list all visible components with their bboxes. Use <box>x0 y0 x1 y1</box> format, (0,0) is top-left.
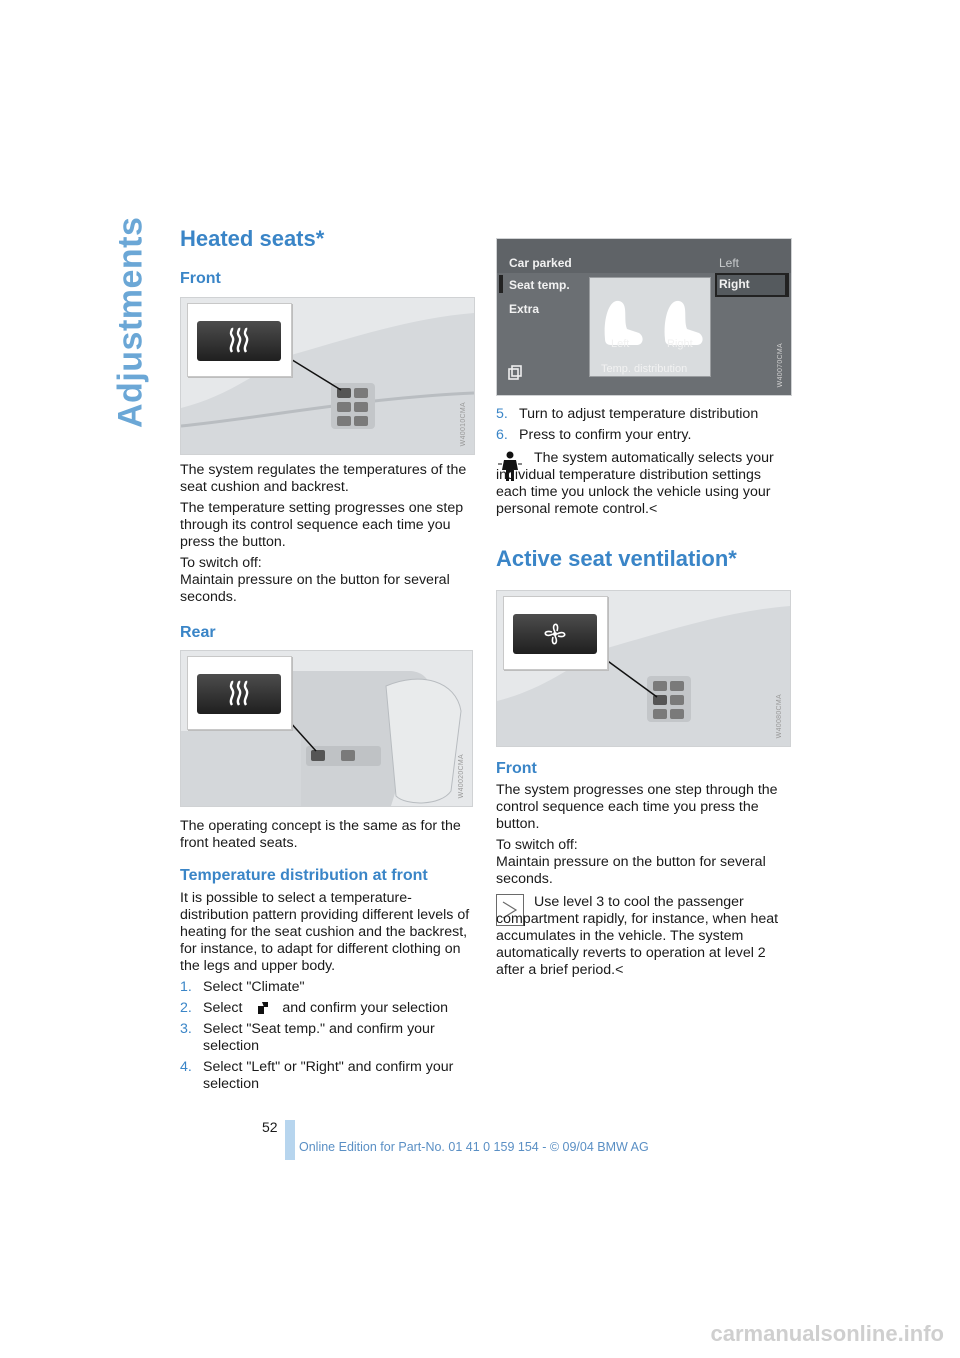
footer-accent-bar <box>285 1120 295 1160</box>
distribution-heading: Temperature distribution at front <box>180 867 428 884</box>
return-icon <box>507 365 523 381</box>
figure-code: W40010CMA <box>460 401 467 446</box>
front-paragraph-3: To switch off: Maintain pressure on the button for several seconds. <box>180 555 450 605</box>
distribution-text-right <box>496 406 790 448</box>
distribution-text <box>180 890 473 1097</box>
settings-wrench-icon <box>252 1000 276 1014</box>
step-6: 6. Press to confirm your entry. <box>496 427 692 443</box>
heated-seat-button <box>197 321 281 361</box>
step-5: 5. Turn to adjust temperature distribution <box>496 406 759 422</box>
page-number: 52 <box>262 1119 278 1135</box>
auto-distribution-note: The system automatically selects your individual temperature distribution settings each time you unlock the vehicle using your personal remote control.< <box>496 450 774 517</box>
front-paragraph-2: The temperature setting progresses one step through its control sequence each time you press the button. <box>180 500 464 550</box>
front-paragraph-1: The system regulates the temperatures of the seat cushion and backrest. <box>180 462 467 495</box>
rear-heated-seat-figure <box>180 650 473 807</box>
rear-button-inset <box>187 656 292 730</box>
rear-text <box>180 818 473 852</box>
menu-extra: Extra <box>509 302 540 316</box>
ventilation-button <box>513 614 597 654</box>
watermark: carmanualsonline.info <box>710 1321 944 1346</box>
step-2: 2. Select and confirm your selection <box>180 1000 448 1016</box>
section-side-tab: Adjustments <box>111 216 150 428</box>
front-text <box>180 462 473 610</box>
step-1: 1. Select "Climate" <box>180 979 305 995</box>
rear-paragraph: The operating concept is the same as for the front heated seats. <box>180 818 461 851</box>
step-3: 3. Select "Seat temp." and confirm your selection <box>180 1021 435 1054</box>
ventilation-button-inset <box>503 596 608 670</box>
temp-distribution-caption: Temp. distribution <box>601 363 688 375</box>
step-4: 4. Select "Left" or "Right" and confirm your selection <box>180 1059 454 1092</box>
ventilation-title: Active seat ventilation* <box>496 546 737 571</box>
rear-figure-code: W40020CMA <box>458 753 465 798</box>
ventilation-front-heading: Front <box>496 760 537 777</box>
menu-seat-temp: Seat temp. <box>509 278 570 292</box>
heat-waves-icon <box>224 326 254 356</box>
option-right: Right <box>719 277 750 291</box>
ventilation-paragraph-2: To switch off: Maintain pressure on the button for several seconds. <box>496 837 766 887</box>
ventilation-text <box>496 782 790 892</box>
ventilation-paragraph-1: The system progresses one step through the control sequence each time you press the button. <box>496 782 778 832</box>
footer-edition: Online Edition for Part-No. 01 41 0 159 154 - © 09/04 BMW AG <box>299 1140 649 1154</box>
seat-label-left: Left <box>611 338 630 350</box>
control-display-screen <box>496 238 792 396</box>
rear-heat-waves-icon <box>224 679 254 709</box>
ventilation-note: Use level 3 to cool the passenger compartment rapidly, for instance, when heat accumulates in the vehicle. The system automatically reverts to operation at level 2 after a brief period.< <box>496 894 779 978</box>
steps-list-right <box>496 406 790 444</box>
fan-icon <box>540 619 570 649</box>
front-heading: Front <box>180 270 221 287</box>
front-heated-seat-figure <box>180 297 475 455</box>
seat-label-right: Right <box>667 338 693 350</box>
heated-seats-title: Heated seats* <box>180 226 325 251</box>
distribution-paragraph: It is possible to select a temperature-distribution pattern providing different levels of heating for the seat cushion and the backrest, for instance, to adapt for different clothing on the legs and upper body. <box>180 890 470 974</box>
ventilation-figure <box>496 590 791 747</box>
ventilation-figure-code: W40080CMA <box>776 693 783 738</box>
button-inset <box>187 303 292 377</box>
rear-heading: Rear <box>180 624 216 641</box>
screen-figure-code: W40070CMA <box>777 342 784 387</box>
steps-list-left <box>180 979 473 1093</box>
menu-car-parked: Car parked <box>509 256 572 270</box>
rear-heated-seat-button <box>197 674 281 714</box>
option-left: Left <box>719 256 740 270</box>
